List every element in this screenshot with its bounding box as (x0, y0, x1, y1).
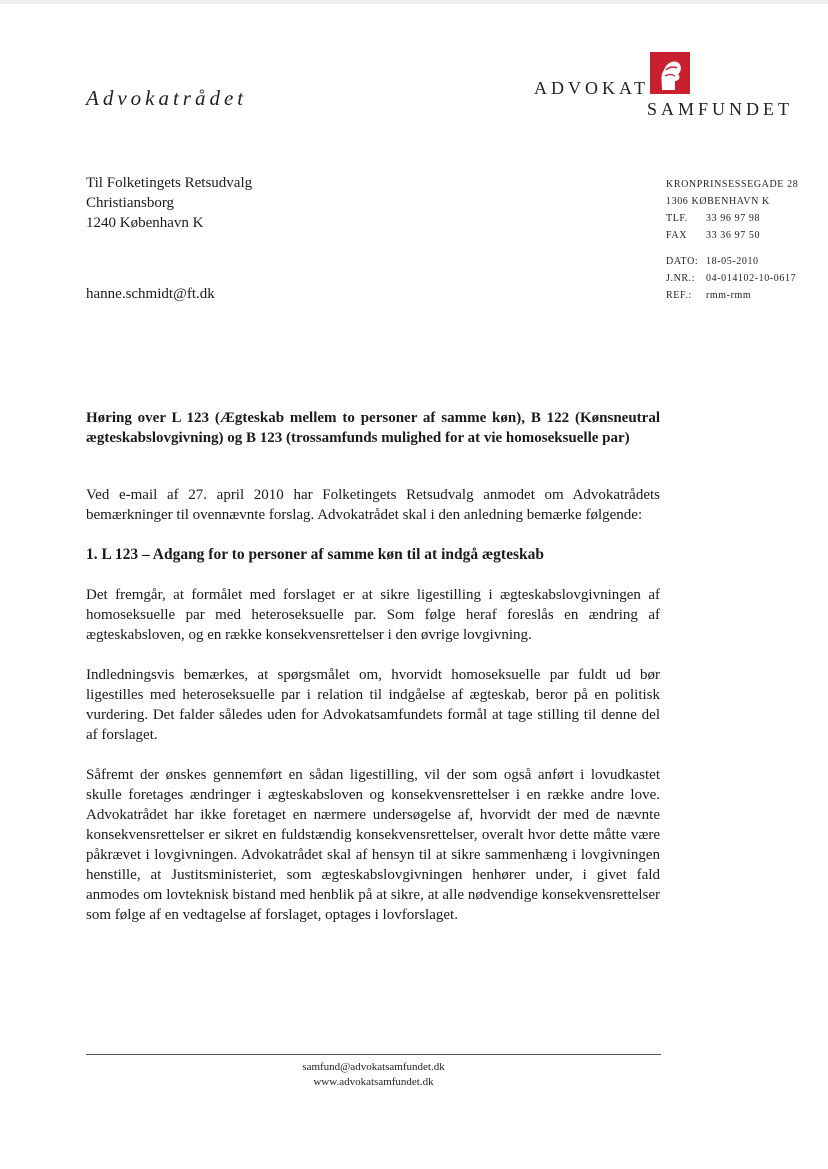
recipient-email: hanne.schmidt@ft.dk (86, 286, 215, 302)
footer-email: samfund@advokatsamfundet.dk (302, 1061, 445, 1073)
journal-number (666, 270, 798, 287)
advokatsamfundet-logo (532, 48, 792, 123)
reference (666, 287, 798, 304)
scan-edge (0, 0, 828, 4)
sender-phone (666, 210, 798, 227)
body-paragraph-1: Det fremgår, at formålet med forslaget er at sikre ligestilling i ægteskabslovgivningen af homoseksuelle par med heteroseksuelle par. Som følge heraf foreslås en ændring af ægteskabsloven, og en række konsekvensrettelser i den øvrige lovgivning. (86, 587, 660, 643)
sender-info (666, 176, 798, 304)
logo-word-advokat: ADVOKAT (534, 78, 649, 98)
recipient-address (86, 173, 252, 233)
recipient-line-1: Til Folketingets Retsudvalg (86, 175, 253, 191)
body-paragraph-3: Såfremt der ønskes gennemført en sådan ligestilling, vil der som også anført i lovudkastet skulle foretages ændringer i ægteskabsloven og konsekvensrettelser i en række andre love. Advokatrådet har ikke foretaget en nærmere undersøgelse af, hvorvidt der med de nævnte konsekvensrettelser er sikret en fuldstændig konsekvensrettelser, overalt hvor dette måtte være påkrævet i lovgivningen. Advokatrådet skal af hensyn til at sikre sammenhæng i lovgivningen henstille, at Justitsministeriet, som ægteskabslovgivningen henhører under, i givet fald anmodes om lovteknisk bistand med henblik på at sikre, at alle nødvendige konsekvensrettelser som følge af en vedtagelse af forslaget, optages i lovforslaget. (86, 767, 660, 923)
jnr-value: 04-014102-10-0617 (706, 273, 797, 284)
fax-label: FAX (666, 230, 688, 241)
phone-value: 33 96 97 98 (706, 213, 761, 224)
letter-heading: Høring over L 123 (Ægteskab mellem to personer af samme køn), B 122 (Kønsneutral ægteskabslovgivning) og B 123 (trossamfunds mulighed for at vie homoseksuelle par) (86, 410, 660, 446)
org-name: Advokatrådet (86, 86, 248, 110)
logo-word-samfundet: SAMFUNDET (647, 99, 794, 119)
section-1-title: 1. L 123 – Adgang for to personer af samme køn til at indgå ægteskab (86, 546, 544, 563)
body-paragraph-2: Indledningsvis bemærkes, at spørgsmålet om, hvorvidt homoseksuelle par fuldt ud bør ligestilles med heteroseksuelle par i relation til indgåelse af ægteskab, beror på en politisk vurdering. Det falder således uden for Advokatsamfundets formål at tage stilling til denne del af forslaget. (86, 667, 660, 743)
letter-date (666, 253, 798, 270)
date-value: 18-05-2010 (706, 256, 759, 267)
letter-body (86, 408, 660, 945)
intro-paragraph: Ved e-mail af 27. april 2010 har Folketingets Retsudvalg anmodet om Advokatrådets bemærkninger til ovennævnte forslag. Advokatrådet skal i den anledning bemærke følgende: (86, 487, 660, 523)
recipient-line-2: Christiansborg (86, 195, 175, 211)
ref-label: REF.: (666, 290, 692, 301)
fax-value: 33 36 97 50 (706, 230, 761, 241)
ref-value: rmm-rmm (706, 290, 752, 301)
sender-city: 1306 KØBENHAVN K (666, 196, 770, 207)
logo-emblem-icon (644, 50, 696, 96)
sender-address: KRONPRINSESSEGADE 28 (666, 179, 799, 190)
sender-fax (666, 227, 798, 244)
footer-divider (86, 1054, 661, 1055)
phone-label: TLF. (666, 213, 688, 224)
footer-website: www.advokatsamfundet.dk (313, 1076, 434, 1088)
jnr-label: J.NR.: (666, 273, 696, 284)
recipient-line-3: 1240 København K (86, 215, 204, 231)
footer (86, 1060, 661, 1090)
date-label: DATO: (666, 256, 699, 267)
